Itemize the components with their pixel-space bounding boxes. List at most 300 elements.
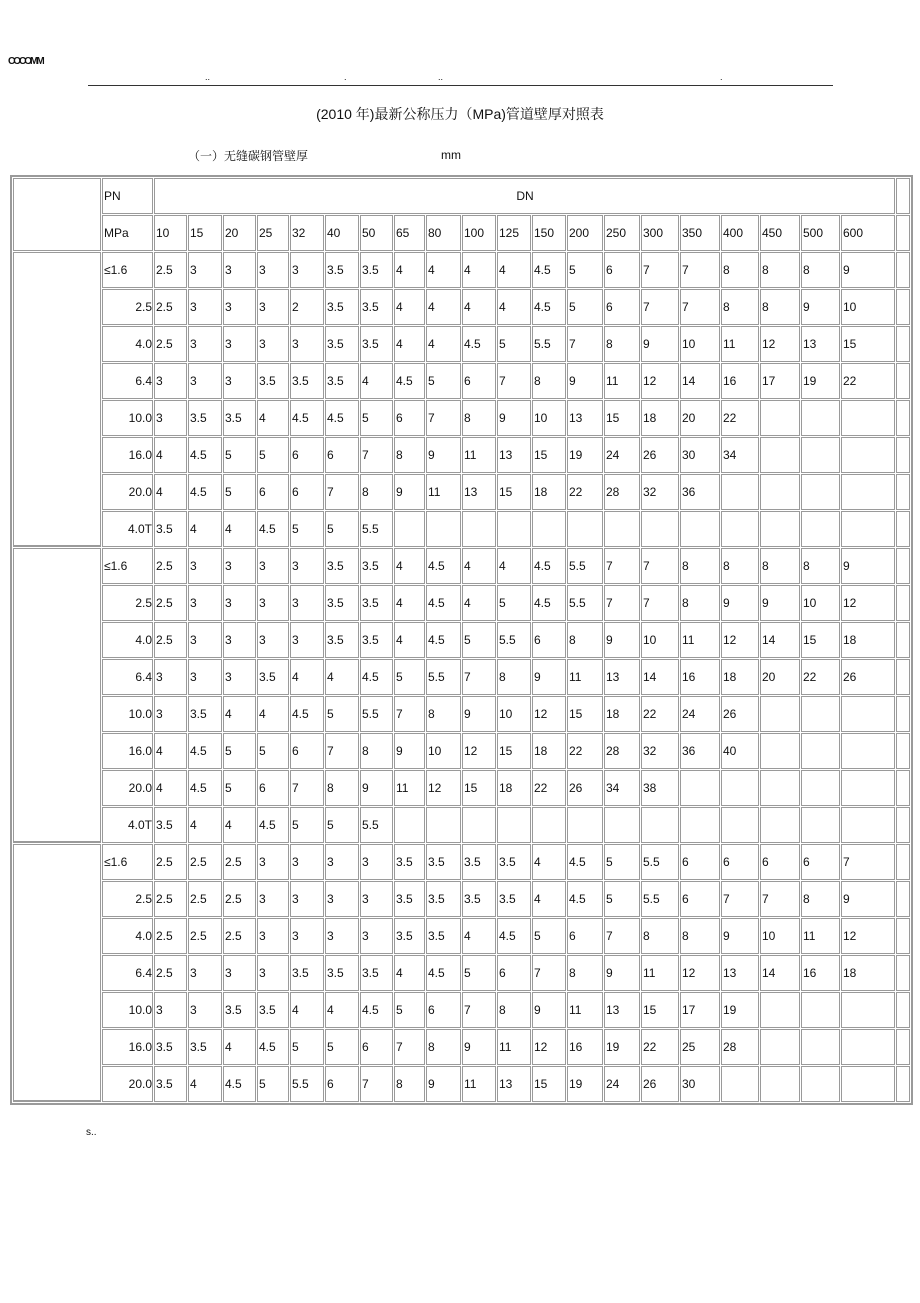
thickness-cell: 3 [188, 252, 222, 288]
thickness-cell: 3 [257, 622, 289, 658]
thickness-cell: 15 [532, 437, 566, 473]
thickness-cell [841, 992, 895, 1028]
unit-label: mm [441, 148, 461, 162]
pn-cell: 6.4 [102, 659, 153, 695]
thickness-cell: 11 [801, 918, 840, 954]
pn-cell: 10.0 [102, 696, 153, 732]
thickness-cell: 5 [604, 881, 640, 917]
thickness-cell [462, 807, 496, 843]
thickness-cell: 5 [462, 622, 496, 658]
thickness-cell: 4 [394, 585, 425, 621]
thickness-cell: 30 [680, 437, 720, 473]
thickness-cell: 5.5 [426, 659, 461, 695]
table-row [13, 474, 910, 510]
thickness-cell: 3 [188, 955, 222, 991]
thickness-cell: 8 [426, 1029, 461, 1065]
thickness-cell: 3.5 [360, 955, 393, 991]
thickness-cell: 4.5 [497, 918, 531, 954]
thickness-cell: 3 [325, 881, 359, 917]
thickness-cell: 8 [641, 918, 679, 954]
thickness-cell: 22 [567, 733, 603, 769]
thickness-cell: 26 [641, 437, 679, 473]
thickness-cell: 4.5 [532, 289, 566, 325]
thickness-cell: 6 [325, 437, 359, 473]
dn-cell: 40 [325, 215, 359, 251]
thickness-cell: 3 [360, 881, 393, 917]
thickness-cell: 34 [604, 770, 640, 806]
table-row [13, 844, 910, 880]
thickness-cell [426, 807, 461, 843]
pn-cell: 20.0 [102, 770, 153, 806]
thickness-cell: 6 [462, 363, 496, 399]
thickness-cell: 7 [641, 548, 679, 584]
thickness-cell: 5 [567, 289, 603, 325]
wall-thickness-table [10, 175, 913, 1105]
thickness-cell: 4 [426, 326, 461, 362]
thickness-cell [801, 1066, 840, 1102]
thickness-cell: 10 [760, 918, 800, 954]
thickness-cell: 3.5 [426, 918, 461, 954]
spacer-cell [896, 437, 910, 473]
dn-cell: 125 [497, 215, 531, 251]
thickness-cell: 4.5 [290, 400, 324, 436]
dn-cell: 100 [462, 215, 496, 251]
thickness-cell: 24 [680, 696, 720, 732]
thickness-cell: 6 [325, 1066, 359, 1102]
thickness-cell: 7 [641, 252, 679, 288]
thickness-cell [497, 511, 531, 547]
thickness-cell: 15 [641, 992, 679, 1028]
dn-cell: 15 [188, 215, 222, 251]
spacer-cell [896, 659, 910, 695]
thickness-cell: 15 [532, 1066, 566, 1102]
thickness-cell: 3 [325, 918, 359, 954]
spacer-cell [896, 289, 910, 325]
thickness-cell: 8 [567, 622, 603, 658]
pn-cell: 6.4 [102, 363, 153, 399]
table-row [13, 992, 910, 1028]
thickness-cell: 3 [223, 659, 256, 695]
dn-header: DN [154, 178, 895, 214]
thickness-cell: 4.5 [567, 844, 603, 880]
thickness-cell: 13 [497, 1066, 531, 1102]
thickness-cell: 13 [462, 474, 496, 510]
thickness-cell: 3.5 [188, 400, 222, 436]
thickness-cell: 3 [223, 585, 256, 621]
spacer-cell [896, 215, 910, 251]
thickness-cell: 3 [290, 918, 324, 954]
thickness-cell: 6 [721, 844, 759, 880]
thickness-cell: 2.5 [154, 548, 187, 584]
table-row [13, 437, 910, 473]
thickness-cell: 3 [290, 844, 324, 880]
thickness-cell: 6 [426, 992, 461, 1028]
thickness-cell [801, 474, 840, 510]
thickness-cell [721, 770, 759, 806]
thickness-cell: 7 [532, 955, 566, 991]
thickness-cell: 5.5 [360, 696, 393, 732]
footer-text: s.. [86, 1127, 97, 1138]
thickness-cell: 4 [223, 511, 256, 547]
mpa-header: MPa [102, 215, 153, 251]
thickness-cell [680, 511, 720, 547]
thickness-cell: 3 [154, 659, 187, 695]
spacer-cell [896, 1066, 910, 1102]
thickness-cell: 3 [223, 289, 256, 325]
thickness-cell: 15 [497, 733, 531, 769]
thickness-cell: 9 [760, 585, 800, 621]
thickness-cell: 22 [721, 400, 759, 436]
thickness-cell [841, 437, 895, 473]
thickness-cell [841, 1029, 895, 1065]
thickness-cell: 4 [462, 548, 496, 584]
thickness-cell: 3 [188, 585, 222, 621]
thickness-cell [841, 511, 895, 547]
table-row [13, 326, 910, 362]
thickness-cell: 12 [680, 955, 720, 991]
thickness-cell: 3.5 [325, 363, 359, 399]
thickness-cell: 12 [721, 622, 759, 658]
pn-cell: 4.0T [102, 807, 153, 843]
thickness-cell [462, 511, 496, 547]
thickness-cell: 3.5 [257, 992, 289, 1028]
thickness-cell: 5.5 [567, 548, 603, 584]
table-row [13, 252, 910, 288]
thickness-cell: 11 [567, 659, 603, 695]
thickness-cell: 3 [257, 289, 289, 325]
thickness-cell [641, 807, 679, 843]
thickness-cell: 5 [325, 696, 359, 732]
pn-cell: 2.5 [102, 881, 153, 917]
thickness-cell [721, 511, 759, 547]
document-title: (2010 年)最新公称压力（MPa)管道壁厚对照表 [316, 106, 604, 122]
thickness-cell: 19 [721, 992, 759, 1028]
thickness-cell: 3 [154, 696, 187, 732]
thickness-cell [841, 770, 895, 806]
thickness-cell: 5 [532, 918, 566, 954]
spacer-cell [896, 770, 910, 806]
thickness-cell: 3 [188, 363, 222, 399]
thickness-cell: 26 [841, 659, 895, 695]
thickness-cell: 3.5 [360, 548, 393, 584]
thickness-cell: 4 [223, 807, 256, 843]
thickness-cell: 18 [532, 733, 566, 769]
thickness-cell: 4.5 [426, 548, 461, 584]
thickness-cell: 3 [223, 548, 256, 584]
thickness-cell: 4.5 [532, 252, 566, 288]
thickness-cell: 8 [801, 881, 840, 917]
thickness-cell: 9 [360, 770, 393, 806]
thickness-cell: 4.5 [532, 548, 566, 584]
thickness-cell [801, 511, 840, 547]
thickness-cell: 13 [497, 437, 531, 473]
thickness-cell: 16 [680, 659, 720, 695]
thickness-cell: 7 [290, 770, 324, 806]
spacer-cell [896, 511, 910, 547]
thickness-cell: 4 [188, 807, 222, 843]
thickness-cell: 40 [721, 733, 759, 769]
table-row [13, 881, 910, 917]
thickness-cell: 3.5 [325, 585, 359, 621]
dn-cell: 65 [394, 215, 425, 251]
thickness-cell: 3.5 [325, 955, 359, 991]
thickness-cell: 14 [760, 622, 800, 658]
thickness-cell [641, 511, 679, 547]
thickness-cell: 26 [721, 696, 759, 732]
thickness-cell: 4 [394, 289, 425, 325]
thickness-cell: 11 [604, 363, 640, 399]
thickness-cell: 5 [497, 326, 531, 362]
thickness-cell: 3 [257, 585, 289, 621]
thickness-cell: 7 [760, 881, 800, 917]
thickness-cell: 6 [532, 622, 566, 658]
thickness-cell: 22 [801, 659, 840, 695]
thickness-cell: 6 [801, 844, 840, 880]
thickness-cell [801, 400, 840, 436]
thickness-cell: 9 [462, 696, 496, 732]
thickness-cell: 3 [223, 955, 256, 991]
thickness-cell: 3.5 [360, 585, 393, 621]
thickness-cell: 4 [257, 400, 289, 436]
thickness-cell: 4.5 [325, 400, 359, 436]
thickness-cell: 7 [721, 881, 759, 917]
header-mark: COCOMM [8, 56, 43, 67]
thickness-cell: 4.5 [257, 511, 289, 547]
thickness-cell: 20 [680, 400, 720, 436]
thickness-cell: 4 [462, 252, 496, 288]
thickness-cell: 3 [154, 363, 187, 399]
thickness-cell: 3.5 [290, 363, 324, 399]
section-label-cell [13, 844, 101, 1102]
thickness-cell: 19 [604, 1029, 640, 1065]
thickness-cell: 4.5 [223, 1066, 256, 1102]
thickness-cell: 2.5 [154, 955, 187, 991]
thickness-cell: 8 [497, 659, 531, 695]
thickness-cell: 4 [223, 1029, 256, 1065]
thickness-cell: 6 [680, 844, 720, 880]
thickness-cell: 4.5 [257, 1029, 289, 1065]
thickness-cell: 5 [223, 474, 256, 510]
thickness-cell: 6 [257, 474, 289, 510]
thickness-cell [801, 696, 840, 732]
thickness-cell: 3 [290, 548, 324, 584]
thickness-cell [801, 733, 840, 769]
spacer-cell [896, 548, 910, 584]
thickness-cell: 15 [497, 474, 531, 510]
thickness-cell: 3 [257, 326, 289, 362]
thickness-cell [426, 511, 461, 547]
thickness-cell: 3.5 [497, 881, 531, 917]
thickness-cell: 17 [680, 992, 720, 1028]
thickness-cell: 3.5 [462, 844, 496, 880]
thickness-cell: 3.5 [154, 1029, 187, 1065]
thickness-cell: 13 [801, 326, 840, 362]
thickness-cell [801, 770, 840, 806]
thickness-cell: 4 [426, 289, 461, 325]
thickness-cell: 36 [680, 474, 720, 510]
pn-cell: 2.5 [102, 289, 153, 325]
spacer-cell [896, 733, 910, 769]
thickness-cell: 3 [257, 955, 289, 991]
thickness-cell: 20 [760, 659, 800, 695]
thickness-cell: 4 [154, 437, 187, 473]
thickness-cell [760, 733, 800, 769]
thickness-cell [801, 992, 840, 1028]
thickness-cell: 2 [290, 289, 324, 325]
thickness-cell: 6 [394, 400, 425, 436]
table-row [13, 659, 910, 695]
thickness-cell: 17 [760, 363, 800, 399]
thickness-cell: 4.5 [188, 474, 222, 510]
thickness-cell: 7 [497, 363, 531, 399]
thickness-cell: 3.5 [223, 992, 256, 1028]
thickness-cell: 15 [801, 622, 840, 658]
thickness-cell [801, 1029, 840, 1065]
thickness-cell: 4 [497, 252, 531, 288]
thickness-cell: 8 [394, 1066, 425, 1102]
thickness-cell: 9 [604, 955, 640, 991]
thickness-cell: 4 [325, 659, 359, 695]
thickness-cell: 5 [604, 844, 640, 880]
thickness-cell [680, 770, 720, 806]
thickness-cell: 7 [394, 696, 425, 732]
thickness-cell: 4 [394, 252, 425, 288]
thickness-cell: 5 [290, 807, 324, 843]
thickness-cell: 3 [257, 881, 289, 917]
thickness-cell: 3 [257, 918, 289, 954]
dn-cell: 150 [532, 215, 566, 251]
dn-cell: 500 [801, 215, 840, 251]
thickness-cell: 4.5 [426, 955, 461, 991]
pn-cell: 4.0 [102, 622, 153, 658]
thickness-cell: 18 [721, 659, 759, 695]
thickness-cell: 5.5 [360, 511, 393, 547]
thickness-cell: 4 [154, 733, 187, 769]
table-row [13, 1066, 910, 1102]
thickness-cell: 12 [426, 770, 461, 806]
thickness-cell: 28 [604, 474, 640, 510]
thickness-cell: 4.5 [462, 326, 496, 362]
pn-cell: ≤1.6 [102, 252, 153, 288]
thickness-cell: 15 [841, 326, 895, 362]
pn-cell: 16.0 [102, 733, 153, 769]
thickness-cell: 9 [604, 622, 640, 658]
thickness-cell: 6 [290, 733, 324, 769]
thickness-cell [841, 733, 895, 769]
thickness-cell: 22 [841, 363, 895, 399]
thickness-cell: 18 [532, 474, 566, 510]
thickness-cell: 8 [721, 289, 759, 325]
thickness-cell: 7 [360, 1066, 393, 1102]
thickness-cell: 4 [290, 992, 324, 1028]
thickness-cell: 34 [721, 437, 759, 473]
thickness-cell: 15 [567, 696, 603, 732]
spacer-cell [896, 881, 910, 917]
thickness-cell: 28 [604, 733, 640, 769]
thickness-cell: 5 [290, 511, 324, 547]
thickness-cell: 9 [497, 400, 531, 436]
thickness-cell: 8 [532, 363, 566, 399]
thickness-cell [680, 807, 720, 843]
thickness-cell [760, 400, 800, 436]
thickness-cell: 2.5 [188, 844, 222, 880]
thickness-cell: 5 [462, 955, 496, 991]
thickness-cell [604, 511, 640, 547]
thickness-cell: 3.5 [223, 400, 256, 436]
pn-cell: 20.0 [102, 1066, 153, 1102]
thickness-cell: 8 [721, 548, 759, 584]
thickness-cell: 9 [394, 474, 425, 510]
header-dot: .. [205, 72, 211, 82]
thickness-cell: 11 [641, 955, 679, 991]
thickness-cell [841, 400, 895, 436]
thickness-cell: 3.5 [325, 548, 359, 584]
thickness-cell: 12 [641, 363, 679, 399]
thickness-cell: 3.5 [360, 289, 393, 325]
blank-header-cell [13, 178, 101, 251]
thickness-cell: 4 [154, 770, 187, 806]
thickness-cell: 3 [257, 548, 289, 584]
thickness-cell: 2.5 [154, 881, 187, 917]
thickness-cell: 13 [721, 955, 759, 991]
thickness-cell: 4 [394, 955, 425, 991]
thickness-cell: 11 [721, 326, 759, 362]
pn-header: PN [102, 178, 153, 214]
thickness-cell [760, 474, 800, 510]
thickness-cell: 3.5 [325, 622, 359, 658]
thickness-cell: 16 [801, 955, 840, 991]
thickness-cell: 19 [801, 363, 840, 399]
thickness-cell: 3.5 [154, 807, 187, 843]
thickness-cell: 10 [426, 733, 461, 769]
thickness-cell: 3.5 [360, 622, 393, 658]
thickness-cell: 4.5 [532, 585, 566, 621]
thickness-cell: 5.5 [290, 1066, 324, 1102]
thickness-cell: 4.5 [290, 696, 324, 732]
thickness-cell: 5 [325, 1029, 359, 1065]
thickness-cell: 5 [257, 1066, 289, 1102]
thickness-cell: 14 [641, 659, 679, 695]
thickness-cell: 8 [680, 548, 720, 584]
dn-cell: 300 [641, 215, 679, 251]
thickness-cell: 18 [841, 955, 895, 991]
thickness-cell: 3 [290, 881, 324, 917]
thickness-cell: 8 [604, 326, 640, 362]
spacer-cell [896, 585, 910, 621]
thickness-cell: 5 [223, 437, 256, 473]
thickness-cell: 12 [462, 733, 496, 769]
thickness-cell: 8 [680, 585, 720, 621]
table-row [13, 807, 910, 843]
thickness-cell: 3 [223, 326, 256, 362]
thickness-cell: 8 [462, 400, 496, 436]
thickness-cell: 3.5 [394, 844, 425, 880]
thickness-cell: 4.5 [257, 807, 289, 843]
thickness-cell: 4 [462, 289, 496, 325]
thickness-cell: 22 [641, 1029, 679, 1065]
thickness-cell: 4 [360, 363, 393, 399]
thickness-cell: 7 [567, 326, 603, 362]
thickness-cell: 8 [721, 252, 759, 288]
thickness-cell: 6 [360, 1029, 393, 1065]
thickness-cell: 7 [841, 844, 895, 880]
thickness-cell: 3 [154, 992, 187, 1028]
thickness-cell: 12 [532, 1029, 566, 1065]
thickness-cell [604, 807, 640, 843]
thickness-cell: 3.5 [325, 289, 359, 325]
pn-cell: 10.0 [102, 400, 153, 436]
section-subtitle: （一）无缝碳钢管壁厚 [188, 149, 309, 163]
